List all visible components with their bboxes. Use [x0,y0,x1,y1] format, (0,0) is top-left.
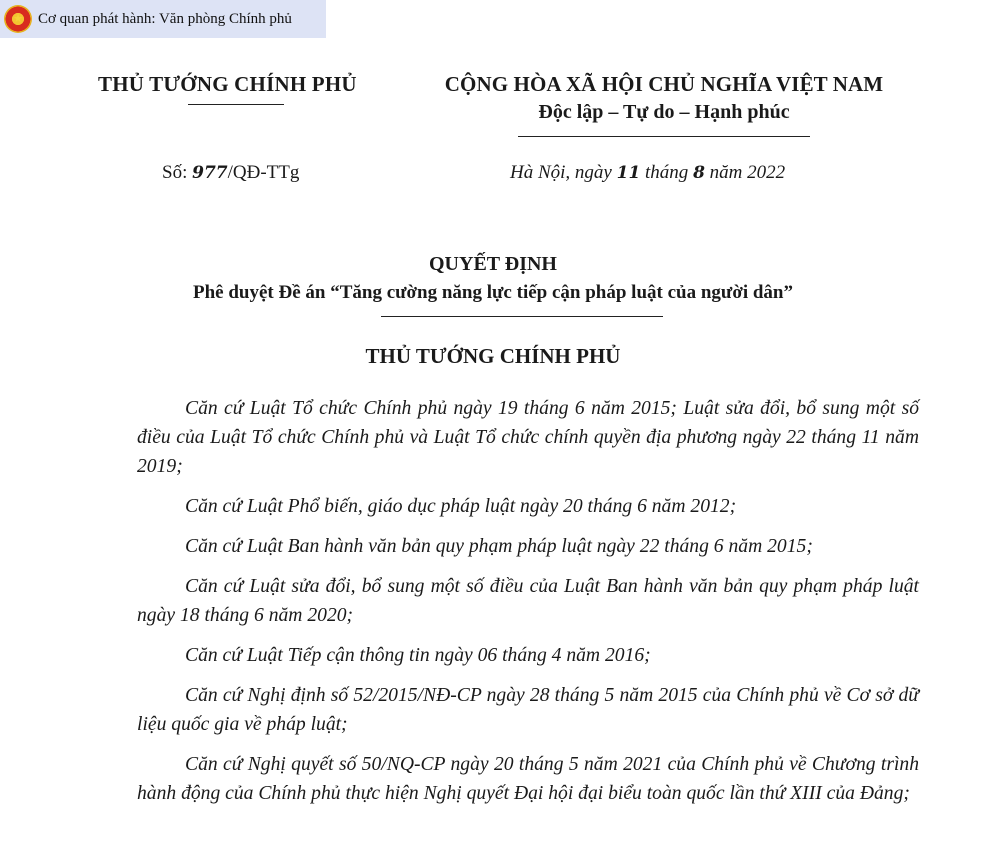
legal-basis-list [137,394,919,819]
motto-underline [518,136,810,137]
legal-basis-item: Căn cứ Luật Ban hành văn bản quy phạm pháp luật ngày 22 tháng 6 năm 2015; [185,536,813,557]
date-prefix: Hà Nội, ngày [510,162,617,183]
legal-basis-item: Căn cứ Nghị định số 52/2015/NĐ-CP ngày 28 tháng 5 năm 2015 của Chính phủ về Cơ sở dữ liệu quốc gia về pháp luật; [137,685,919,735]
legal-basis-item: Căn cứ Luật Phổ biến, giáo dục pháp luật ngày 20 tháng 6 năm 2012; [185,496,737,517]
agency-underline [188,104,284,105]
legal-basis-item: Căn cứ Luật sửa đổi, bổ sung một số điều của Luật Ban hành văn bản quy phạm pháp luật ngày 18 tháng 6 năm 2020; [137,576,919,626]
date-mid: tháng [640,162,694,183]
date-day-handwritten: 11 [616,163,641,183]
issuer-text: Cơ quan phát hành: Văn phòng Chính phủ [38,10,292,27]
issuing-agency: THỦ TƯỚNG CHÍNH PHỦ [98,72,357,96]
legal-basis-item: Căn cứ Luật Tổ chức Chính phủ ngày 19 tháng 6 năm 2015; Luật sửa đổi, bổ sung một số điều của Luật Tổ chức Chính phủ và Luật Tổ chức chính quyền địa phương ngày 22 tháng 11 năm 2019; [137,398,919,477]
doc-no-handwritten: 977 [192,163,228,183]
legal-basis-item: Căn cứ Luật Tiếp cận thông tin ngày 06 tháng 4 năm 2016; [185,645,651,666]
national-header [418,72,910,124]
doc-no-suffix: /QĐ-TTg [227,162,300,183]
country-name: CỘNG HÒA XÃ HỘI CHỦ NGHĨA VIỆT NAM [444,72,884,96]
doc-no-prefix: Số: [162,162,193,183]
date-month-handwritten: 8 [693,163,705,183]
document-date [510,162,785,184]
national-emblem-icon: ★ [4,5,32,33]
date-suffix: năm 2022 [704,162,786,183]
subtitle-underline [381,316,663,317]
legal-basis-item: Căn cứ Nghị quyết số 50/NQ-CP ngày 20 tháng 5 năm 2021 của Chính phủ về Chương trình hành động của Chính phủ thực hiện Nghị quyết Đại hội đại biểu toàn quốc lần thứ XIII của Đảng; [137,754,919,804]
issuer-bar [0,0,326,38]
document-title: QUYẾT ĐỊNH [429,253,557,275]
document-subtitle: Phê duyệt Đề án “Tăng cường năng lực tiếp cận pháp luật của người dân” [192,282,793,303]
national-motto: Độc lập – Tự do – Hạnh phúc [538,101,790,123]
document-number [162,162,299,184]
authority-heading: THỦ TƯỚNG CHÍNH PHỦ [365,344,621,368]
